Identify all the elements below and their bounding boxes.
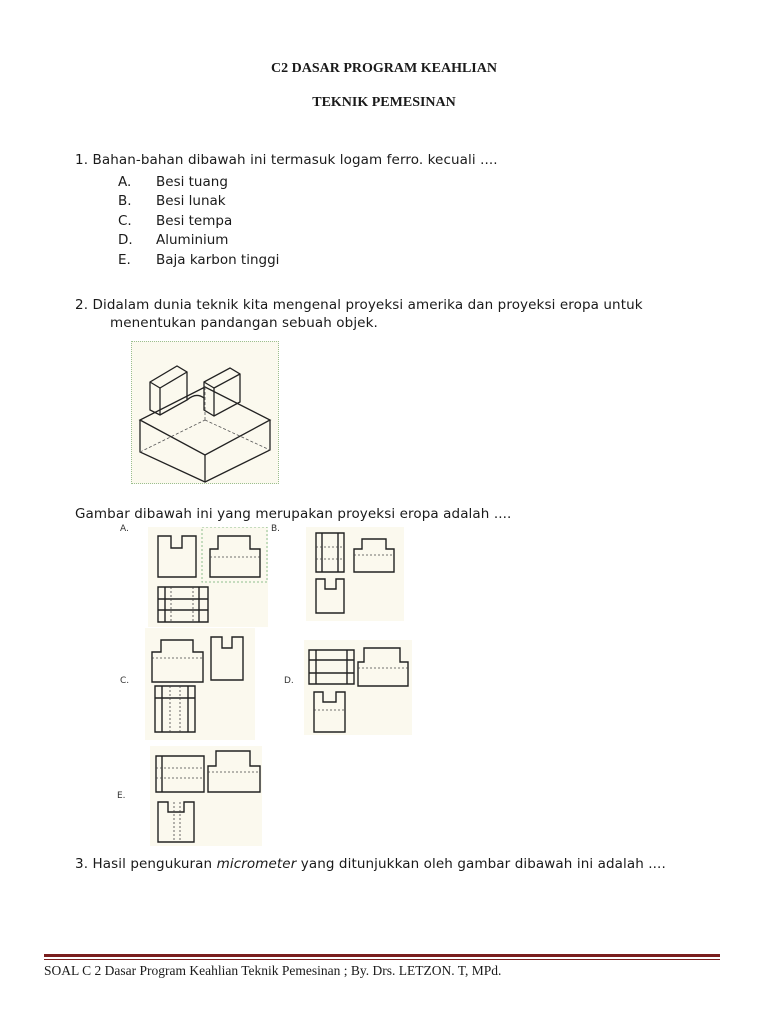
question-3-suffix: yang ditunjukkan oleh gambar dibawah ini adalah .... bbox=[296, 856, 666, 872]
footer-rule-thin bbox=[44, 959, 720, 960]
question-2-line-1: 2. Didalam dunia teknik kita mengenal proyeksi amerika dan proyeksi eropa untuk bbox=[75, 297, 643, 313]
option-text: Besi lunak bbox=[156, 193, 226, 209]
option-letter: C. bbox=[118, 213, 132, 229]
question-3-prefix: 3. Hasil pengukuran bbox=[75, 856, 217, 872]
option-text: Besi tempa bbox=[156, 213, 233, 229]
option-text: Besi tuang bbox=[156, 174, 228, 190]
page-title: C2 DASAR PROGRAM KEAHLIAN bbox=[271, 61, 497, 76]
question-3-italic: micrometer bbox=[216, 856, 297, 872]
option-d-drawing bbox=[304, 640, 412, 735]
option-e-drawing bbox=[150, 746, 262, 846]
page-subtitle: TEKNIK PEMESINAN bbox=[312, 95, 456, 110]
option-b-label: B. bbox=[271, 524, 281, 534]
option-letter: D. bbox=[118, 232, 133, 248]
option-c-drawing bbox=[145, 628, 255, 740]
option-a-label: A. bbox=[120, 524, 129, 534]
question-2-prompt: Gambar dibawah ini yang merupakan proyeksi eropa adalah .... bbox=[75, 506, 512, 522]
option-d-label: D. bbox=[284, 676, 294, 686]
isometric-object-figure bbox=[131, 341, 279, 484]
question-3-text bbox=[75, 856, 666, 872]
option-text: Baja karbon tinggi bbox=[156, 252, 280, 268]
option-letter: B. bbox=[118, 193, 132, 209]
option-letter: E. bbox=[118, 252, 131, 268]
option-text: Aluminium bbox=[156, 232, 229, 248]
footer-text: SOAL C 2 Dasar Program Keahlian Teknik Pemesinan ; By. Drs. LETZON. T, MPd. bbox=[44, 963, 502, 978]
option-e-label: E. bbox=[117, 791, 126, 801]
option-b-drawing bbox=[306, 527, 404, 621]
question-1-text: 1. Bahan-bahan dibawah ini termasuk logam ferro. kecuali .... bbox=[75, 152, 498, 168]
footer-rule-thick bbox=[44, 954, 720, 957]
option-letter: A. bbox=[118, 174, 132, 190]
option-c-label: C. bbox=[120, 676, 130, 686]
question-2-line-2: menentukan pandangan sebuah objek. bbox=[110, 315, 378, 331]
isometric-object-drawing bbox=[132, 342, 278, 483]
option-a-drawing bbox=[148, 527, 268, 627]
